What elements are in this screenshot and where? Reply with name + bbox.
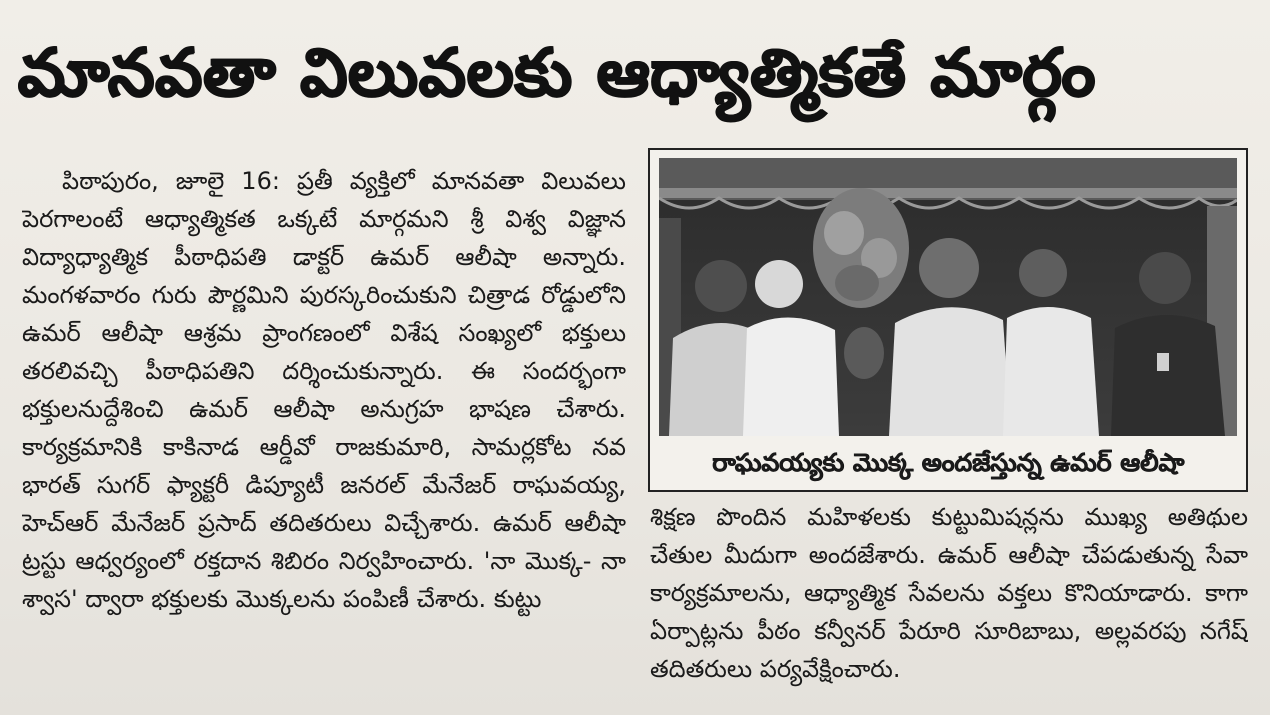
article-body-left-column xyxy=(22,162,626,707)
photo-box xyxy=(648,148,1248,492)
news-photo xyxy=(659,158,1237,436)
headline: మానవతా విలువలకు ఆధ్యాత్మికతే మార్గం xyxy=(18,34,1097,111)
article-paragraph-1: పిఠాపురం, జూలై 16: ప్రతీ వ్యక్తిలో మానవతా విలువలు పెరగాలంటే ఆధ్యాత్మికత ఒక్కటే మార్గమని శ్రీ విశ్వ విజ్ఞాన విద్యాధ్యాత్మిక పీఠాధిపతి డాక్టర్ ఉమర్ ఆలీషా అన్నారు. మంగళవారం గురు పౌర్ణమిని పురస్కరించుకుని చిత్రాడ రోడ్డులోని ఉమర్ ఆలీషా ఆశ్రమ ప్రాంగణంలో విశేష సంఖ్యలో భక్తులు తరలివచ్చి పీఠాధిపతిని దర్శించుకున్నారు. ఈ సందర్భంగా భక్తులనుద్దేశించి ఉమర్ ఆలీషా అనుగ్రహ భాషణ చేశారు. కార్యక్రమానికి కాకినాడ ఆర్డీవో రాజకుమారి, సామర్లకోట నవ భారత్ సుగర్ ఫ్యాక్టరీ డిప్యూటీ జనరల్ మేనేజర్ రాఘవయ్య, హెచ్ఆర్ మేనేజర్ ప్రసాద్ తదితరులు విచ్చేశారు. ఉమర్ ఆలీషా ట్రస్టు ఆధ్వర్యంలో రక్తదాన శిబిరం నిర్వహించారు. 'నా మొక్క- నా శ్వాస' ద్వారా భక్తులకు మొక్కలను పంపిణీ చేశారు. కుట్టు xyxy=(22,167,626,613)
article-body-right-column xyxy=(650,498,1248,708)
article-paragraph-2: శిక్షణ పొందిన మహిళలకు కుట్టుమిషన్లను ముఖ్య అతిథుల చేతుల మీదుగా అందజేశారు. ఉమర్ ఆలీషా చేపడుతున్న సేవా కార్యక్రమాలను, ఆధ్యాత్మిక సేవలను వక్తలు కొనియాడారు. కాగా ఏర్పాట్లను పీఠం కన్వీనర్ పేరూరి సూరిబాబు, అల్లవరపు నగేష్ తదితరులు పర్యవేక్షించారు. xyxy=(650,503,1248,683)
photo-caption: రాఘవయ్యకు మొక్క అందజేస్తున్న ఉమర్ ఆలీషా xyxy=(712,448,1184,477)
